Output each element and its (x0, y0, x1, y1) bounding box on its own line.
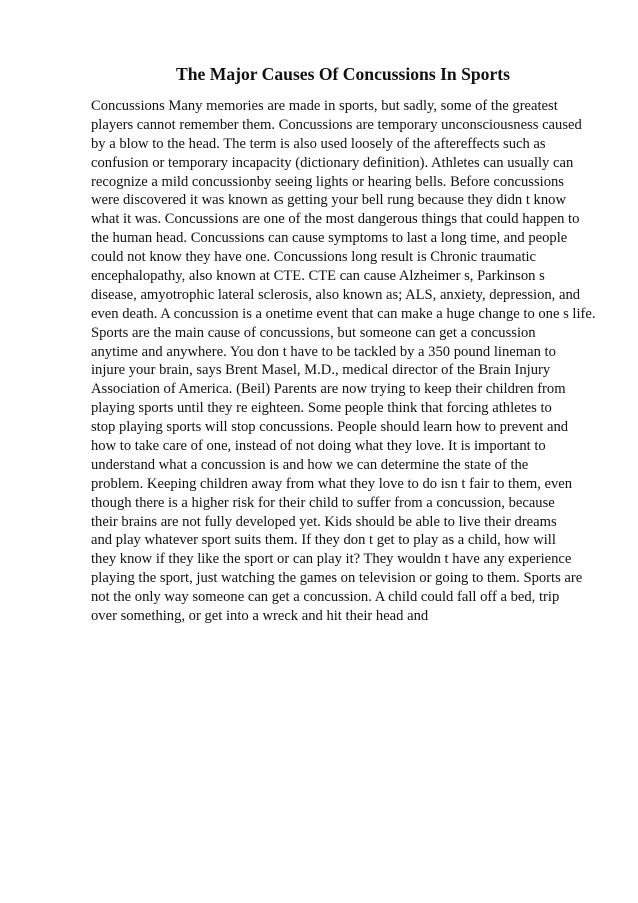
body-line: Association of America. (Beil) Parents are now trying to keep their children from (91, 381, 566, 398)
body-line: though there is a higher risk for their child to suffer from a concussion, because (91, 494, 555, 511)
body-line: over something, or get into a wreck and hit their head and (91, 608, 429, 625)
body-line: playing sports until they re eighteen. Some people think that forcing athletes to (91, 400, 552, 417)
body-line: understand what a concussion is and how we can determine the state of the (91, 456, 529, 473)
body-line: Concussions Many memories are made in sports, but sadly, some of the greatest (91, 98, 558, 114)
body-line: and play whatever sport suits them. If they don t get to play as a child, how will (91, 532, 556, 549)
body-line: how to take care of one, instead of not doing what they love. It is important to (91, 438, 546, 455)
body-line: they know if they like the sport or can play it? They wouldn t have any experience (91, 551, 572, 568)
body-line: could not know they have one. Concussions long result is Chronic traumatic (91, 249, 537, 266)
body-line: not the only way someone can get a concussion. A child could fall off a bed, trip (91, 589, 560, 606)
body-line: anytime and anywhere. You don t have to be tackled by a 350 pound lineman to (91, 343, 556, 360)
body-line: Sports are the main cause of concussions, but someone can get a concussion (91, 324, 536, 341)
body-line: even death. A concussion is a onetime event that can make a huge change to one s life. (91, 305, 596, 322)
document-body (91, 97, 631, 626)
body-line: encephalopathy, also known at CTE. CTE can cause Alzheimer s, Parkinson s (91, 268, 545, 285)
body-line: were discovered it was known as getting your bell rung because they didn t know (91, 192, 566, 209)
body-line: recognize a mild concussionby seeing lights or hearing bells. Before concussions (91, 173, 564, 190)
body-line: problem. Keeping children away from what they love to do isn t fair to them, even (91, 475, 573, 492)
body-line: the human head. Concussions can cause symptoms to last a long time, and people (91, 230, 568, 247)
body-line: stop playing sports will stop concussions. People should learn how to prevent and (91, 419, 569, 436)
body-line: injure your brain, says Brent Masel, M.D., medical director of the Brain Injury (91, 362, 551, 379)
body-line: by a blow to the head. The term is also used loosely of the aftereffects such as (91, 135, 546, 152)
body-line: confusion or temporary incapacity (dictionary definition). Athletes can usually can (91, 154, 574, 171)
body-line: playing the sport, just watching the games on television or going to them. Sports are (91, 570, 583, 587)
body-line: disease, amyotrophic lateral sclerosis, also known as; ALS, anxiety, depression, and (91, 286, 581, 303)
body-line: their brains are not fully developed yet. Kids should be able to live their dreams (91, 513, 557, 530)
body-line: players cannot remember them. Concussions are temporary unconsciousness caused (91, 116, 582, 133)
body-line: what it was. Concussions are one of the most dangerous things that could happen to (91, 211, 580, 228)
document-title: The Major Causes Of Concussions In Sports (175, 64, 510, 84)
